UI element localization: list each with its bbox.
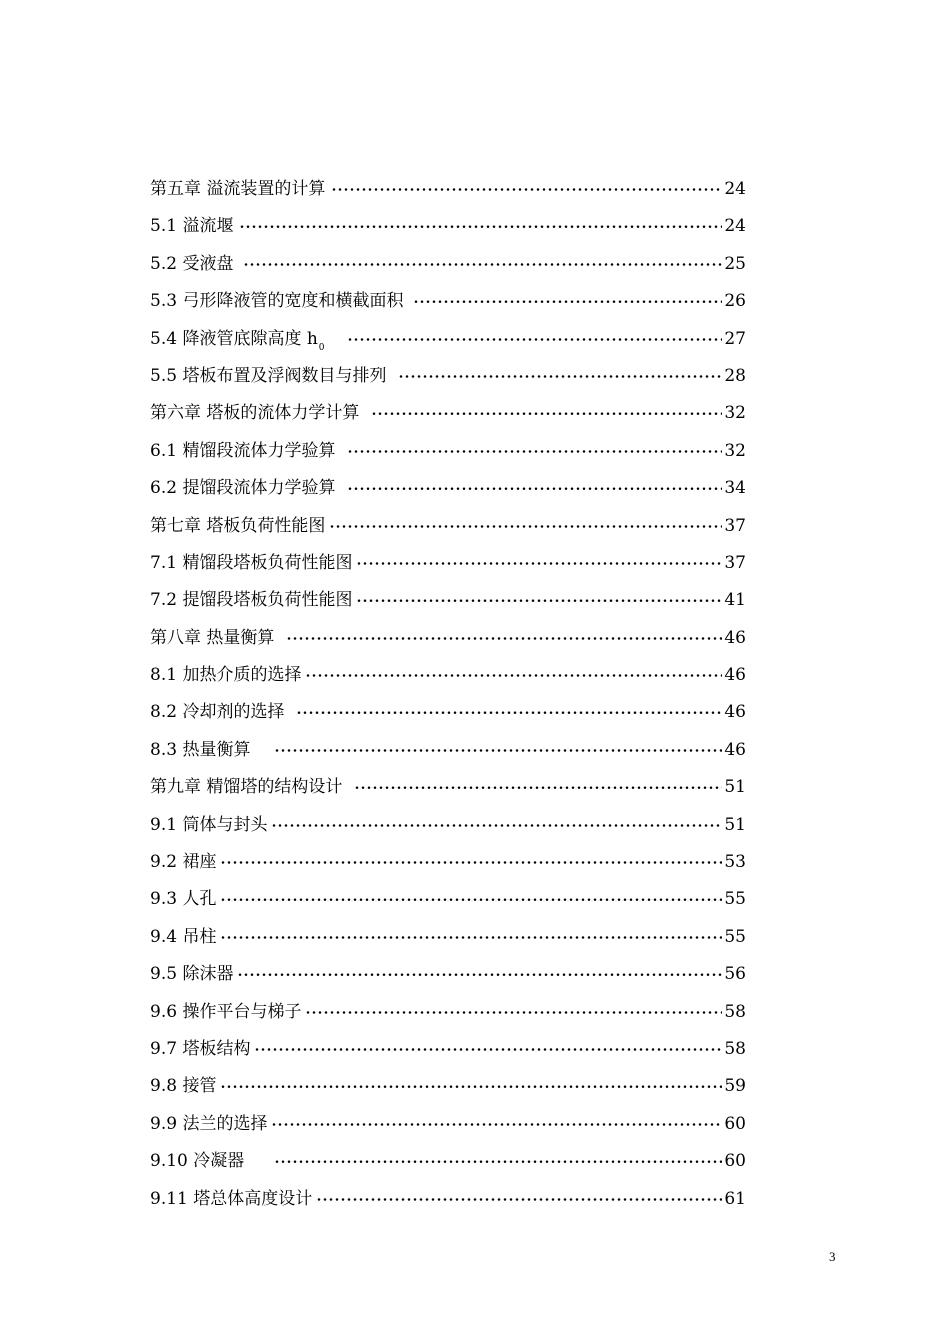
toc-entry[interactable] [150,321,746,358]
toc-entry-page: 28 [724,365,746,386]
toc-leader-dots [347,321,722,358]
toc-entry-label: 第五章 溢流装置的计算 [150,179,326,199]
toc-leader-dots [286,620,722,657]
toc-entry-label: 第八章 热量衡算 [150,627,275,648]
toc-leader-dots [371,395,722,432]
toc-leader-dots [316,1181,722,1218]
toc-entry-page: 37 [724,552,746,573]
toc-entry[interactable] [150,208,746,245]
toc-entry-label: 9.9 法兰的选择 [150,1113,268,1134]
toc-entry[interactable] [150,956,746,993]
toc-entry-page: 34 [724,478,746,499]
toc-entry-label: 9.2 裙座 [150,852,217,873]
toc-entry-page: 32 [724,403,746,424]
toc-leader-dots [305,657,722,694]
toc-entry-label: 9.8 接管 [150,1076,217,1097]
toc-leader-dots [329,508,722,545]
toc-leader-dots [220,919,722,956]
toc-leader-dots [239,208,722,245]
toc-entry-label: 8.1 加热介质的选择 [150,665,302,686]
toc-entry-page: 53 [724,852,746,873]
toc-entry-page: 56 [724,964,746,985]
toc-entry-label: 9.3 人孔 [150,889,217,910]
toc-entry[interactable] [150,1143,746,1180]
toc-entry-label: 9.10 冷凝器 [150,1151,245,1172]
toc-leader-dots [331,171,722,208]
toc-entry[interactable] [150,1031,746,1068]
toc-leader-dots [220,881,722,918]
toc-leader-dots [356,582,722,619]
table-of-contents [150,171,746,1218]
toc-entry-subscript: 0 [318,342,325,353]
toc-entry-page: 46 [724,665,746,686]
toc-entry-page: 51 [724,814,746,835]
toc-entry[interactable] [150,171,746,208]
toc-leader-dots [243,246,722,283]
toc-entry-label: 7.1 精馏段塔板负荷性能图 [150,552,353,573]
toc-entry-page: 46 [724,702,746,723]
toc-entry[interactable] [150,694,746,731]
toc-entry-label: 5.3 弓形降液管的宽度和横截面积 [150,291,404,312]
toc-leader-dots [398,358,722,395]
toc-entry[interactable] [150,508,746,545]
toc-leader-dots [413,283,722,320]
toc-leader-dots [254,1031,722,1068]
toc-entry-label: 6.1 精馏段流体力学验算 [150,440,336,461]
toc-entry-page: 26 [724,291,746,312]
toc-entry[interactable] [150,732,746,769]
toc-entry-page: 58 [724,1001,746,1022]
toc-entry-page: 24 [724,216,746,237]
toc-entry[interactable] [150,1181,746,1218]
toc-entry-label: 5.1 溢流堰 [150,216,234,237]
toc-leader-dots [296,694,722,731]
toc-entry[interactable] [150,881,746,918]
toc-entry[interactable] [150,545,746,582]
toc-entry-label: 9.1 筒体与封头 [150,814,268,835]
toc-entry-page: 46 [724,739,746,760]
toc-entry[interactable] [150,620,746,657]
toc-leader-dots [271,807,722,844]
toc-entry-page: 51 [724,777,746,798]
toc-entry[interactable] [150,844,746,881]
toc-entry-label: 9.11 塔总体高度设计 [150,1188,313,1209]
toc-entry[interactable] [150,769,746,806]
toc-entry[interactable] [150,358,746,395]
toc-entry[interactable] [150,807,746,844]
toc-entry[interactable] [150,1068,746,1105]
toc-leader-dots [220,1068,722,1105]
toc-entry-page: 32 [724,440,746,461]
toc-leader-dots [347,470,722,507]
toc-entry-label: 9.4 吊柱 [150,926,217,947]
toc-entry[interactable] [150,1106,746,1143]
toc-entry[interactable] [150,283,746,320]
page-number: 3 [829,1249,836,1264]
toc-entry-page: 25 [724,253,746,274]
toc-leader-dots [356,545,722,582]
toc-entry-label: 第七章 塔板负荷性能图 [150,515,326,536]
toc-entry-label: 8.2 冷却剂的选择 [150,702,285,723]
toc-leader-dots [274,1143,722,1180]
toc-entry-label: 5.5 塔板布置及浮阀数目与排列 [150,365,387,386]
toc-leader-dots [347,433,722,470]
toc-leader-dots [237,956,722,993]
toc-entry-page: 24 [724,179,746,199]
toc-entry-page: 55 [724,889,746,910]
toc-entry[interactable] [150,470,746,507]
toc-entry-page: 60 [724,1151,746,1172]
toc-leader-dots [220,844,722,881]
toc-entry-label: 9.7 塔板结构 [150,1038,251,1059]
toc-entry-page: 59 [724,1076,746,1097]
toc-leader-dots [354,769,722,806]
toc-entry-page: 60 [724,1113,746,1134]
toc-entry[interactable] [150,994,746,1031]
toc-entry-label: 5.2 受液盘 [150,253,234,274]
toc-entry[interactable] [150,246,746,283]
toc-entry-label: 5.4 降液管底隙高度 $h_0$ [150,328,325,353]
toc-entry[interactable] [150,919,746,956]
toc-entry-label: 第九章 精馏塔的结构设计 [150,777,343,798]
toc-entry-page: 58 [724,1038,746,1059]
toc-entry-page: 61 [724,1188,746,1209]
toc-entry[interactable] [150,657,746,694]
toc-entry-label: 8.3 热量衡算 [150,739,251,760]
toc-entry-label: 6.2 提馏段流体力学验算 [150,478,336,499]
toc-entry-page: 27 [724,328,746,349]
toc-entry[interactable] [150,395,746,432]
toc-entry-page: 41 [724,590,746,611]
toc-leader-dots [274,732,722,769]
toc-entry-label: 9.6 操作平台与梯子 [150,1001,302,1022]
toc-leader-dots [305,994,722,1031]
toc-entry-page: 46 [724,627,746,648]
toc-entry-page: 55 [724,926,746,947]
toc-entry[interactable] [150,433,746,470]
toc-entry[interactable] [150,582,746,619]
toc-entry-label: 9.5 除沫器 [150,964,234,985]
toc-leader-dots [271,1106,722,1143]
toc-entry-label: 第六章 塔板的流体力学计算 [150,403,360,424]
toc-entry-page: 37 [724,515,746,536]
toc-entry-label: 7.2 提馏段塔板负荷性能图 [150,590,353,611]
